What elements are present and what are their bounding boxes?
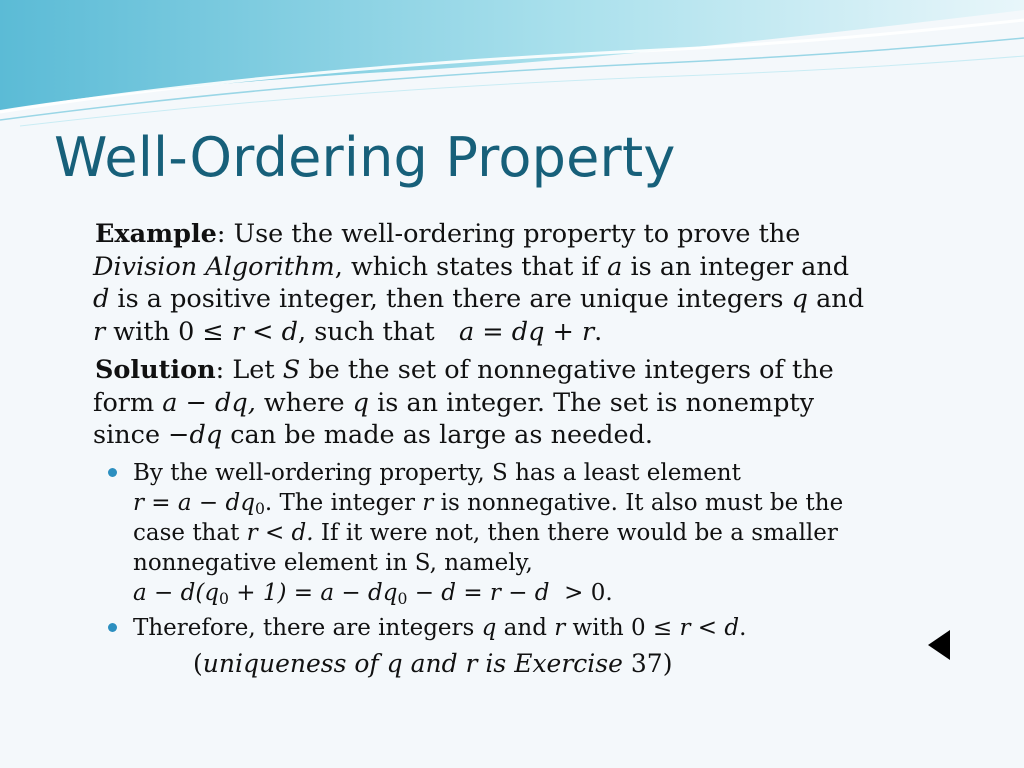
subscript-0: 0	[254, 498, 265, 518]
solution-text-6: since	[93, 420, 169, 450]
slide-body	[93, 218, 953, 684]
note-number: 37	[622, 648, 663, 678]
bullet-dot-icon	[108, 468, 117, 477]
note-close-paren: )	[662, 648, 673, 678]
bullet2-text-1: Therefore, there are integers	[133, 614, 482, 641]
example-text-6: and	[807, 284, 865, 314]
example-text-8: <	[244, 316, 282, 347]
example-paragraph	[93, 218, 953, 348]
var-a: a	[607, 251, 623, 282]
uniqueness-note-text: uniqueness of q and r is Exercise	[202, 648, 623, 678]
bullet2-line1	[133, 613, 953, 643]
subscript-0-b: 0	[219, 588, 229, 608]
var-r-bullet2: r	[554, 614, 566, 641]
expr-neg-dq: −dq	[168, 420, 223, 450]
slide-title: Well-Ordering Property	[54, 126, 676, 189]
eq-r-less-d: r < d.	[246, 519, 314, 546]
bullet-item-well-ordering	[93, 458, 953, 608]
division-algorithm-term: Division Algorithm	[93, 251, 335, 282]
bullet1-line1: By the well-ordering property, S has a least element	[133, 459, 741, 486]
eq-r-def: r = a − dq	[133, 489, 255, 516]
expr-a-minus-dq: a − dq,	[162, 387, 256, 418]
triangle-left-icon	[928, 630, 950, 660]
subscript-0-c: 0	[397, 588, 408, 608]
solution-text-2: be the set of nonnegative integers of the	[300, 355, 834, 385]
bullet-list	[93, 458, 953, 679]
bullet-dot-icon	[108, 623, 117, 632]
var-d-2: d	[281, 316, 298, 347]
var-r2-bullet2: r	[679, 614, 691, 641]
header-wave-decoration	[0, 0, 1024, 130]
bullet1-line4: nonnegative element in S, namely,	[133, 549, 533, 576]
eq-smaller-part1: a − d(q	[133, 579, 220, 606]
bullet-item-therefore	[93, 613, 953, 679]
example-label: Example	[95, 219, 217, 249]
example-text-1: : Use the well-ordering property to prove the	[216, 219, 801, 249]
back-button[interactable]	[926, 628, 952, 662]
var-S: S	[282, 355, 301, 385]
var-r: r	[93, 316, 106, 347]
solution-text-4: where	[255, 387, 353, 418]
example-text-7: with 0 ≤	[105, 316, 232, 347]
var-q-bullet2: q	[481, 614, 497, 641]
note-open-paren: (	[193, 648, 203, 678]
solution-text-1: : Let	[215, 355, 283, 385]
bullet2-text-2: and	[496, 614, 555, 641]
bullet1-text-4: case that	[133, 519, 247, 546]
uniqueness-note	[133, 649, 953, 679]
var-d: d	[93, 284, 110, 314]
example-text-5: is a positive integer, then there are unique integers	[109, 284, 792, 314]
bullet2-text-3: with 0 ≤	[565, 614, 680, 641]
var-q: q	[791, 284, 808, 314]
bullet1-line5	[133, 578, 953, 608]
eq-smaller-part3: − d = r − d	[407, 579, 550, 606]
example-text-9: , such that	[297, 316, 443, 347]
example-text-3: , which states that if	[334, 251, 608, 282]
eq-smaller-part4: > 0.	[556, 579, 613, 606]
bullet2-text-4: <	[690, 614, 725, 641]
eq-smaller-part2: + 1) = a − dq	[228, 579, 398, 606]
var-q-solution: q	[352, 387, 369, 418]
example-text-10: .	[594, 316, 603, 347]
bullet1-line3	[133, 518, 953, 548]
bullet1-line2	[133, 488, 953, 518]
var-r-2: r	[231, 316, 245, 347]
solution-paragraph	[93, 354, 953, 452]
bullet1-text-2: . The integer	[264, 489, 423, 516]
solution-text-7: can be made as large as needed.	[222, 420, 654, 450]
example-text-4: is an integer and	[622, 251, 850, 282]
solution-text-3: form	[93, 387, 163, 418]
solution-text-5: is an integer. The set is nonempty	[369, 387, 815, 418]
division-equation: a = dq + r	[458, 316, 595, 347]
bullet2-text-5: .	[739, 614, 747, 641]
var-d-bullet2: d	[724, 614, 740, 641]
bullet1-text-5: If it were not, then there would be a smaller	[313, 519, 838, 546]
solution-label: Solution	[95, 355, 216, 385]
var-r-bullet: r	[422, 489, 434, 516]
bullet1-text-3: is nonnegative. It also must be the	[433, 489, 844, 516]
